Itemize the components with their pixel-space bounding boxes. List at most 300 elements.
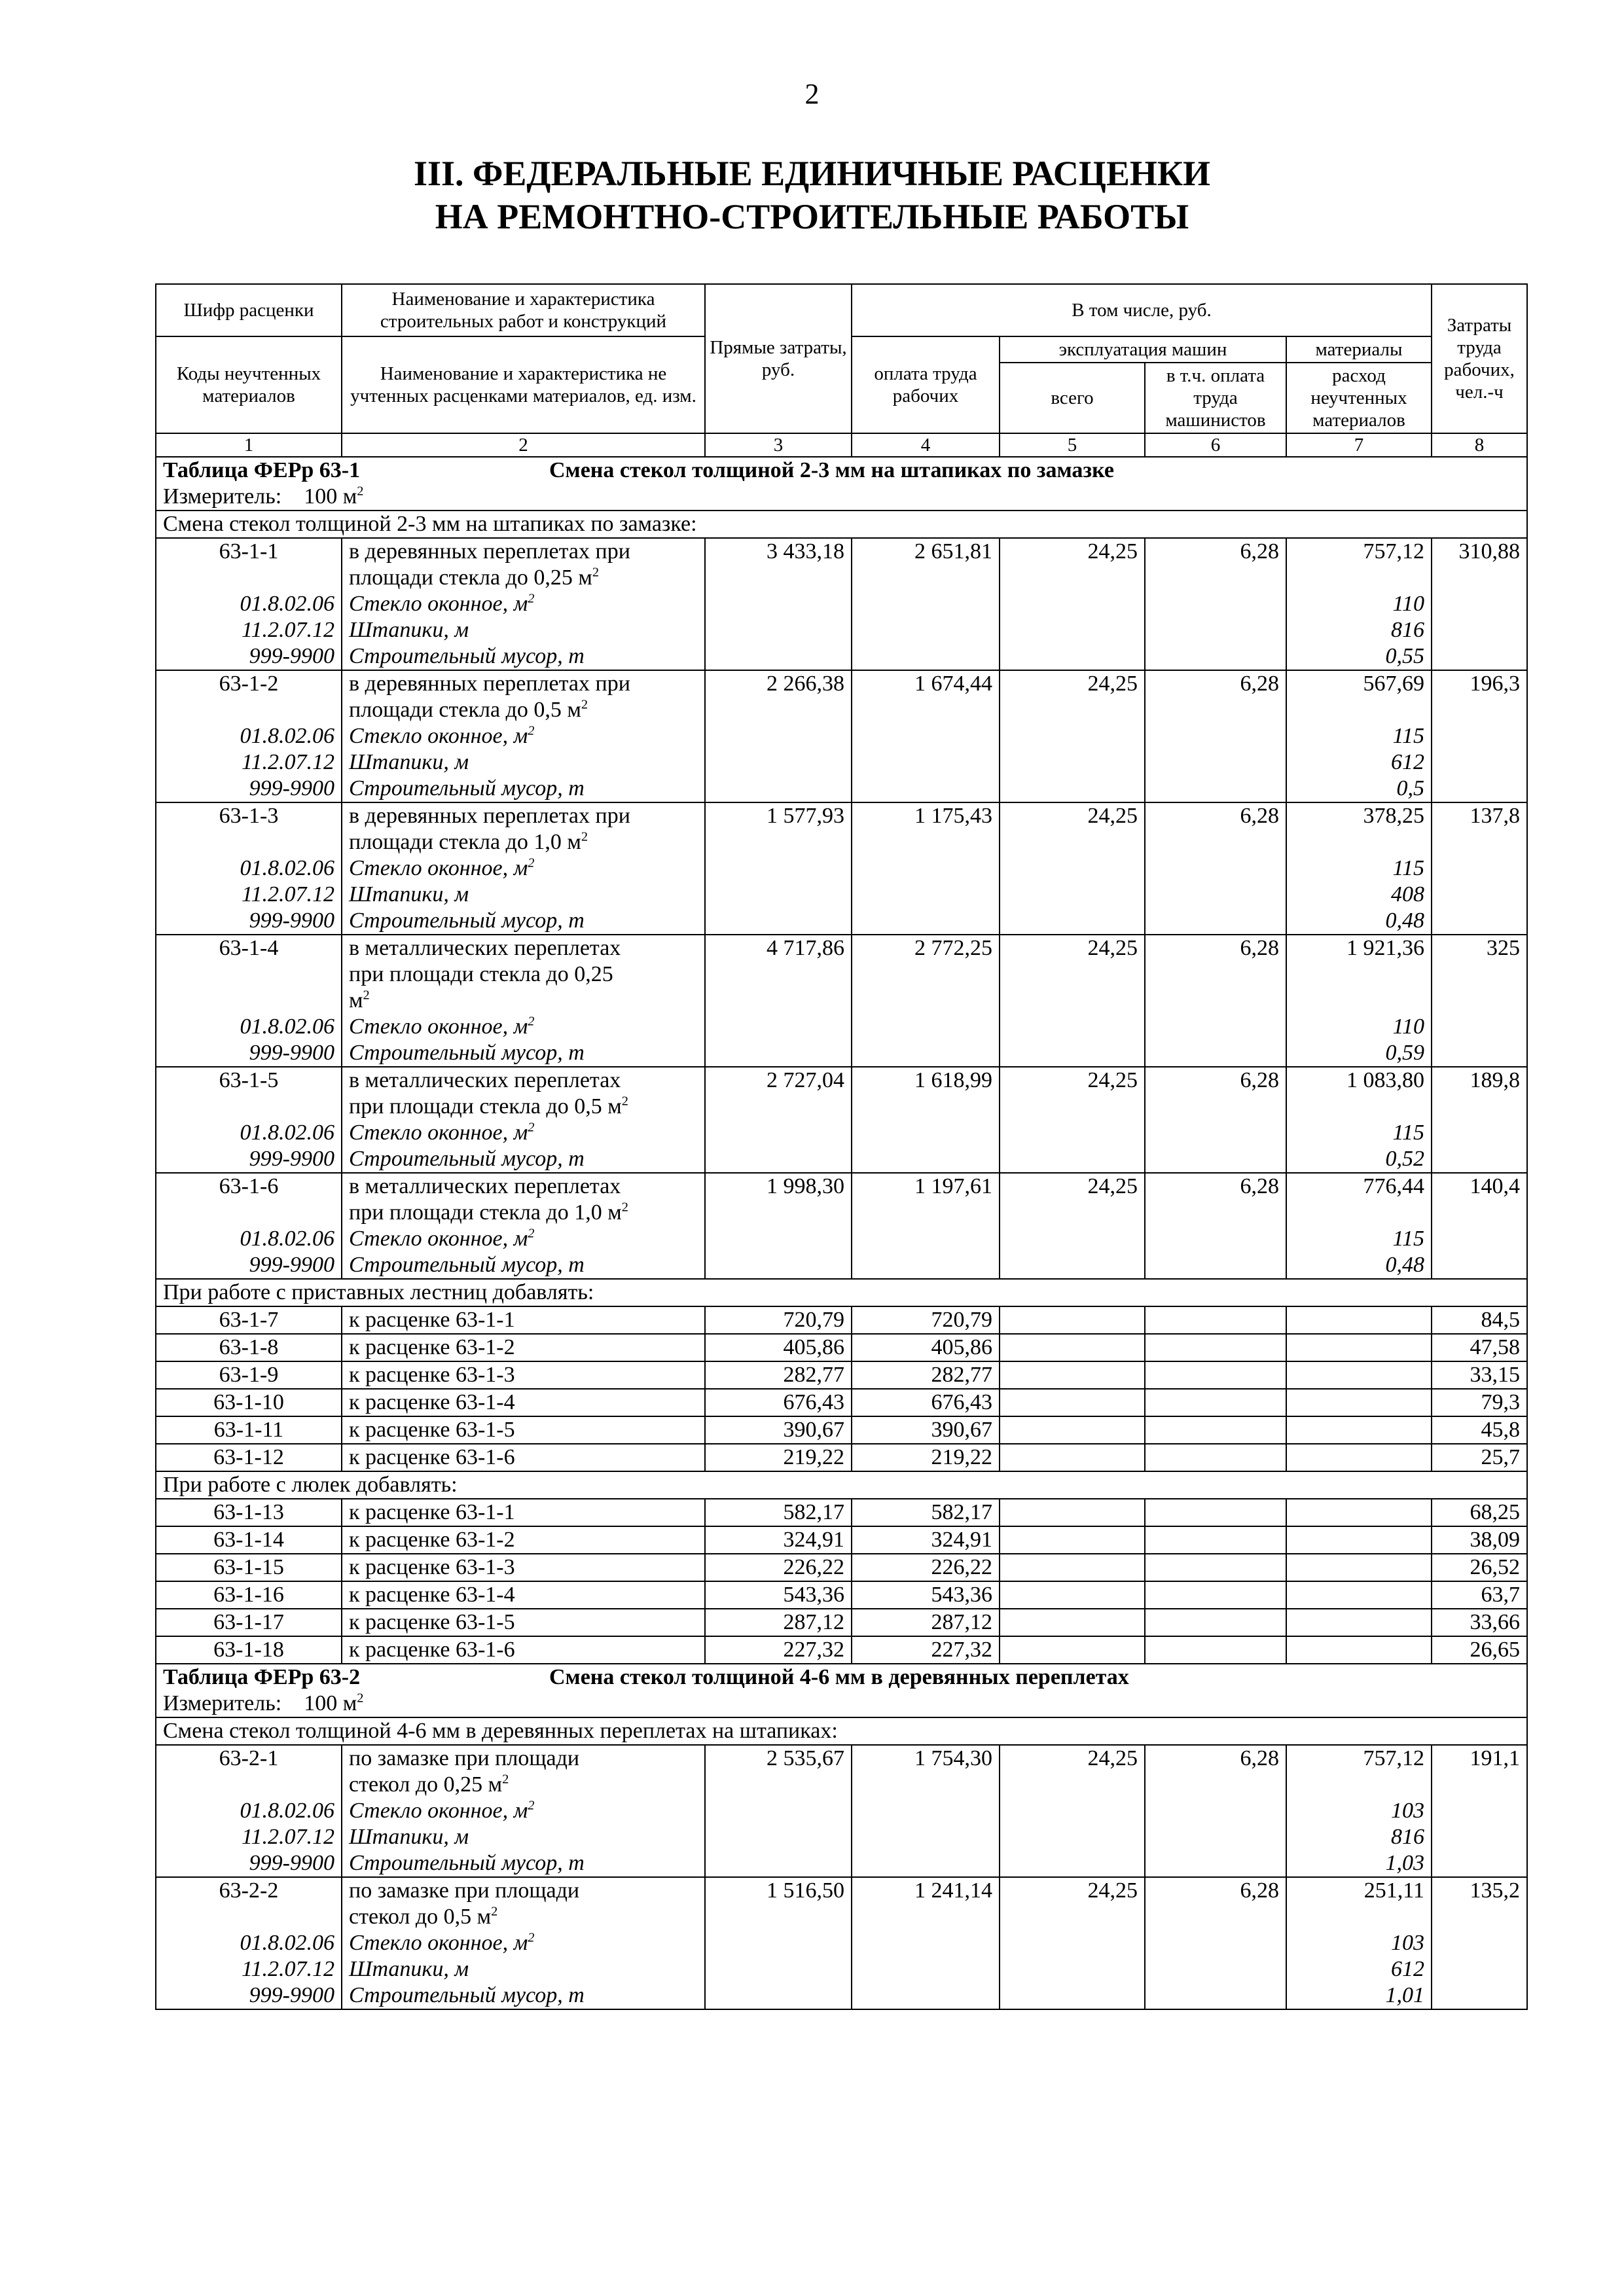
addon-row xyxy=(156,1526,1527,1554)
empty-cell xyxy=(1432,1982,1527,2009)
empty-cell xyxy=(852,617,1000,643)
direct-cost: 4 717,86 xyxy=(705,935,852,1014)
direct-cost: 543,36 xyxy=(705,1581,852,1609)
rate-code: 63-1-16 xyxy=(156,1581,342,1609)
material-name xyxy=(342,908,705,935)
rate-description: к расценке 63-1-3 xyxy=(342,1554,705,1581)
empty-cell xyxy=(1145,908,1286,935)
measure-value: 100 м xyxy=(304,1691,357,1715)
rate-description: к расценке 63-1-4 xyxy=(342,1581,705,1609)
rate-description xyxy=(342,670,705,723)
empty-cell xyxy=(1286,1609,1432,1636)
empty-cell xyxy=(1286,1499,1432,1526)
direct-cost: 1 998,30 xyxy=(705,1173,852,1226)
material-usage: 816 xyxy=(1286,1824,1432,1850)
empty-cell xyxy=(1286,1444,1432,1471)
material-name xyxy=(342,1982,705,2009)
direct-cost: 287,12 xyxy=(705,1609,852,1636)
material-code: 01.8.02.06 xyxy=(156,591,342,617)
table-header xyxy=(156,284,1527,457)
material-usage: 110 xyxy=(1286,1014,1432,1040)
worker-pay: 282,77 xyxy=(852,1361,1000,1389)
rate-description xyxy=(342,1745,705,1798)
material-usage: 110 xyxy=(1286,591,1432,617)
empty-cell xyxy=(1432,617,1527,643)
empty-cell xyxy=(1145,1120,1286,1146)
rate-code: 63-1-11 xyxy=(156,1416,342,1444)
material-usage: 1,01 xyxy=(1286,1982,1432,2009)
direct-cost: 227,32 xyxy=(705,1636,852,1664)
empty-cell xyxy=(705,1146,852,1173)
direct-cost: 219,22 xyxy=(705,1444,852,1471)
material-name xyxy=(342,591,705,617)
addon-row xyxy=(156,1609,1527,1636)
material-unit-power: 2 xyxy=(528,1226,535,1241)
empty-cell xyxy=(705,643,852,670)
addon-row xyxy=(156,1361,1527,1389)
rate-row xyxy=(156,935,1527,1014)
material-usage: 103 xyxy=(1286,1930,1432,1956)
material-name-text: Стекло оконное, м xyxy=(349,1121,528,1145)
material-usage: 408 xyxy=(1286,882,1432,908)
description-line: площади стекла до 1,0 $м^2$ xyxy=(349,829,588,854)
empty-cell xyxy=(852,1798,1000,1824)
rate-code: 63-1-2 xyxy=(156,670,342,723)
description-line: в металлических переплетах xyxy=(349,936,621,960)
description-line: в деревянных переплетах при xyxy=(349,539,630,564)
worker-pay: 219,22 xyxy=(852,1444,1000,1471)
worker-pay: 390,67 xyxy=(852,1416,1000,1444)
empty-cell xyxy=(705,855,852,882)
material-row xyxy=(156,1824,1527,1850)
worker-pay: 1 674,44 xyxy=(852,670,1000,723)
worker-pay: 287,12 xyxy=(852,1609,1000,1636)
materials-cost: 1 083,80 xyxy=(1286,1067,1432,1120)
material-name-text: Стекло оконное, м xyxy=(349,1227,528,1251)
rate-code: 63-1-15 xyxy=(156,1554,342,1581)
table-title xyxy=(156,1664,1527,1691)
direct-cost: 1 577,93 xyxy=(705,802,852,855)
material-name-text: Штапики, м xyxy=(349,750,469,774)
direct-cost: 1 516,50 xyxy=(705,1877,852,1930)
material-row xyxy=(156,908,1527,935)
labor-hours: 47,58 xyxy=(1432,1334,1527,1361)
empty-cell xyxy=(1000,1252,1145,1279)
material-name-text: Строительный мусор, т xyxy=(349,1253,585,1277)
column-number: 6 xyxy=(1145,433,1286,457)
hdr-material-usage: расход неучтенных материалов xyxy=(1286,363,1432,433)
material-name xyxy=(342,1930,705,1956)
material-name-text: Стекло оконное, м xyxy=(349,1014,528,1039)
column-numbers-row xyxy=(156,433,1527,457)
labor-hours: 33,66 xyxy=(1432,1609,1527,1636)
worker-pay: 226,22 xyxy=(852,1554,1000,1581)
section-label: Смена стекол толщиной 4-6 мм в деревянных переплетах на штапиках: xyxy=(156,1717,1527,1745)
empty-cell xyxy=(1145,1982,1286,2009)
rate-description xyxy=(342,1173,705,1226)
direct-cost: 720,79 xyxy=(705,1306,852,1334)
empty-cell xyxy=(1286,1581,1432,1609)
material-usage: 0,48 xyxy=(1286,908,1432,935)
empty-cell xyxy=(1145,1416,1286,1444)
empty-cell xyxy=(1145,1956,1286,1982)
description-line: стекол до 0,25 $м^2$ xyxy=(349,1772,509,1797)
page-number: 2 xyxy=(804,78,820,110)
material-row xyxy=(156,1982,1527,2009)
material-unit-power: 2 xyxy=(528,1014,535,1029)
rate-row xyxy=(156,1745,1527,1798)
material-code: 999-9900 xyxy=(156,1850,342,1877)
empty-cell xyxy=(1145,1146,1286,1173)
material-name-text: Штапики, м xyxy=(349,882,469,906)
material-code: 11.2.07.12 xyxy=(156,617,342,643)
material-name-text: Штапики, м xyxy=(349,1957,469,1981)
material-unit-power: 2 xyxy=(528,1930,535,1945)
empty-cell xyxy=(1432,1146,1527,1173)
machinist-pay: 6,28 xyxy=(1145,935,1286,1014)
empty-cell xyxy=(852,1850,1000,1877)
empty-cell xyxy=(1000,855,1145,882)
empty-cell xyxy=(705,882,852,908)
material-name-text: Штапики, м xyxy=(349,1825,469,1849)
empty-cell xyxy=(1145,1636,1286,1664)
empty-cell xyxy=(1000,723,1145,749)
material-usage: 612 xyxy=(1286,1956,1432,1982)
materials-cost: 1 921,36 xyxy=(1286,935,1432,1014)
empty-cell xyxy=(1432,882,1527,908)
rate-code: 63-1-18 xyxy=(156,1636,342,1664)
machines-cost: 24,25 xyxy=(1000,935,1145,1014)
rate-code: 63-1-10 xyxy=(156,1389,342,1416)
rate-description: к расценке 63-1-5 xyxy=(342,1416,705,1444)
material-name xyxy=(342,882,705,908)
material-name xyxy=(342,1040,705,1067)
description-line: в деревянных переплетах при xyxy=(349,804,630,828)
empty-cell xyxy=(1145,1389,1286,1416)
hdr-direct: Прямые затраты, руб. xyxy=(705,284,852,433)
hdr-code-bottom: Коды неучтенных материалов xyxy=(156,336,342,433)
empty-cell xyxy=(1145,776,1286,802)
material-unit-power: 2 xyxy=(528,723,535,738)
material-name-text: Стекло оконное, м xyxy=(349,724,528,748)
empty-cell xyxy=(1145,855,1286,882)
material-row xyxy=(156,1252,1527,1279)
empty-cell xyxy=(1145,1252,1286,1279)
empty-cell xyxy=(1000,1554,1145,1581)
empty-cell xyxy=(1145,1609,1286,1636)
material-code: 999-9900 xyxy=(156,1146,342,1173)
worker-pay: 1 754,30 xyxy=(852,1745,1000,1798)
material-name xyxy=(342,643,705,670)
material-row xyxy=(156,1040,1527,1067)
hdr-including: В том числе, руб. xyxy=(852,284,1432,336)
empty-cell xyxy=(1000,1636,1145,1664)
empty-cell xyxy=(1145,1850,1286,1877)
machinist-pay: 6,28 xyxy=(1145,1877,1286,1930)
hdr-name-bottom: Наименование и характеристика не учтенных расценками материалов, ед. изм. xyxy=(342,336,705,433)
rate-description: к расценке 63-1-3 xyxy=(342,1361,705,1389)
column-number: 5 xyxy=(1000,433,1145,457)
labor-hours: 135,2 xyxy=(1432,1877,1527,1930)
empty-cell xyxy=(1145,1361,1286,1389)
description-line: площади стекла до 0,25 $м^2$ xyxy=(349,565,600,590)
description-line: при площади стекла до 1,0 $м^2$ xyxy=(349,1200,628,1225)
material-code: 999-9900 xyxy=(156,1040,342,1067)
empty-cell xyxy=(1145,643,1286,670)
empty-cell xyxy=(1000,1824,1145,1850)
material-row xyxy=(156,1850,1527,1877)
empty-cell xyxy=(1145,1554,1286,1581)
material-unit-power: 2 xyxy=(528,591,535,606)
empty-cell xyxy=(1145,1499,1286,1526)
empty-cell xyxy=(1000,1930,1145,1956)
rate-description: к расценке 63-1-2 xyxy=(342,1526,705,1554)
material-row xyxy=(156,617,1527,643)
empty-cell xyxy=(1000,908,1145,935)
worker-pay: 720,79 xyxy=(852,1306,1000,1334)
empty-cell xyxy=(1432,591,1527,617)
description-line: стекол до 0,5 $м^2$ xyxy=(349,1904,498,1929)
empty-cell xyxy=(1432,1040,1527,1067)
rate-code: 63-1-12 xyxy=(156,1444,342,1471)
empty-cell xyxy=(1432,1120,1527,1146)
labor-hours: 68,25 xyxy=(1432,1499,1527,1526)
section-label: При работе с люлек добавлять: xyxy=(156,1471,1527,1499)
empty-cell xyxy=(1145,591,1286,617)
rate-description: к расценке 63-1-1 xyxy=(342,1499,705,1526)
table-code: Таблица ФЕРр 63-1 xyxy=(163,458,361,482)
labor-hours: 38,09 xyxy=(1432,1526,1527,1554)
material-row xyxy=(156,1798,1527,1824)
empty-cell xyxy=(1432,1226,1527,1252)
material-usage: 1,03 xyxy=(1286,1850,1432,1877)
empty-cell xyxy=(1145,723,1286,749)
empty-cell xyxy=(1286,1636,1432,1664)
heading-line-1: III. ФЕДЕРАЛЬНЫЕ ЕДИНИЧНЫЕ РАСЦЕНКИ xyxy=(413,154,1211,193)
table-body xyxy=(156,457,1527,2009)
direct-cost: 390,67 xyxy=(705,1416,852,1444)
empty-cell xyxy=(705,1120,852,1146)
empty-cell xyxy=(1000,1361,1145,1389)
rate-code: 63-2-2 xyxy=(156,1877,342,1930)
machines-cost: 24,25 xyxy=(1000,1173,1145,1226)
material-code: 01.8.02.06 xyxy=(156,1014,342,1040)
hdr-materials: материалы xyxy=(1286,336,1432,363)
material-name xyxy=(342,1226,705,1252)
worker-pay: 405,86 xyxy=(852,1334,1000,1361)
machinist-pay: 6,28 xyxy=(1145,538,1286,591)
empty-cell xyxy=(1000,1609,1145,1636)
description-line: в металлических переплетах xyxy=(349,1174,621,1198)
direct-cost: 3 433,18 xyxy=(705,538,852,591)
empty-cell xyxy=(1000,882,1145,908)
measure-label: Измеритель: xyxy=(163,484,282,509)
rate-code: 63-1-1 xyxy=(156,538,342,591)
machines-cost: 24,25 xyxy=(1000,1877,1145,1930)
material-row xyxy=(156,1930,1527,1956)
machinist-pay: 6,28 xyxy=(1145,802,1286,855)
material-name-text: Строительный мусор, т xyxy=(349,644,585,668)
empty-cell xyxy=(1000,643,1145,670)
rate-row xyxy=(156,670,1527,723)
material-code: 11.2.07.12 xyxy=(156,882,342,908)
description-line: по замазке при площади xyxy=(349,1746,580,1770)
direct-cost: 226,22 xyxy=(705,1554,852,1581)
empty-cell xyxy=(705,617,852,643)
hdr-labor-hours: Затраты труда рабочих, чел.-ч xyxy=(1432,284,1527,433)
material-usage: 0,48 xyxy=(1286,1252,1432,1279)
labor-hours: 325 xyxy=(1432,935,1527,1014)
material-code: 11.2.07.12 xyxy=(156,749,342,776)
material-name xyxy=(342,1798,705,1824)
column-number: 7 xyxy=(1286,433,1432,457)
empty-cell xyxy=(705,1956,852,1982)
empty-cell xyxy=(1145,1444,1286,1471)
labor-hours: 25,7 xyxy=(1432,1444,1527,1471)
material-row xyxy=(156,591,1527,617)
material-row xyxy=(156,1014,1527,1040)
empty-cell xyxy=(1000,1389,1145,1416)
empty-cell xyxy=(1432,749,1527,776)
measure-unit-power: 2 xyxy=(357,484,364,499)
table-title-text: Смена стекол толщиной 4-6 мм в деревянных переплетах xyxy=(549,1665,1129,1689)
addon-row xyxy=(156,1416,1527,1444)
material-row xyxy=(156,1226,1527,1252)
worker-pay: 227,32 xyxy=(852,1636,1000,1664)
empty-cell xyxy=(852,749,1000,776)
empty-cell xyxy=(1286,1389,1432,1416)
worker-pay: 582,17 xyxy=(852,1499,1000,1526)
material-name-text: Строительный мусор, т xyxy=(349,1983,585,2007)
rate-code: 63-1-8 xyxy=(156,1334,342,1361)
material-name-text: Стекло оконное, м xyxy=(349,1931,528,1955)
empty-cell xyxy=(1145,1526,1286,1554)
worker-pay: 1 197,61 xyxy=(852,1173,1000,1226)
empty-cell xyxy=(1000,1982,1145,2009)
table-measure xyxy=(156,484,1527,511)
material-name xyxy=(342,723,705,749)
machines-cost: 24,25 xyxy=(1000,1067,1145,1120)
labor-hours: 63,7 xyxy=(1432,1581,1527,1609)
rate-row xyxy=(156,538,1527,591)
machinist-pay: 6,28 xyxy=(1145,1067,1286,1120)
material-code: 999-9900 xyxy=(156,776,342,802)
table-title-row xyxy=(156,1664,1527,1691)
empty-cell xyxy=(1286,1361,1432,1389)
material-code: 01.8.02.06 xyxy=(156,1120,342,1146)
description-line: площади стекла до 0,5 $м^2$ xyxy=(349,697,588,722)
page-heading xyxy=(0,152,1624,238)
materials-cost: 757,12 xyxy=(1286,1745,1432,1798)
material-code: 999-9900 xyxy=(156,908,342,935)
empty-cell xyxy=(852,1014,1000,1040)
empty-cell xyxy=(1000,1416,1145,1444)
empty-cell xyxy=(1432,1798,1527,1824)
material-row xyxy=(156,1120,1527,1146)
table-measure xyxy=(156,1691,1527,1717)
material-usage: 612 xyxy=(1286,749,1432,776)
material-name-text: Стекло оконное, м xyxy=(349,592,528,616)
empty-cell xyxy=(705,908,852,935)
machinist-pay: 6,28 xyxy=(1145,1745,1286,1798)
material-name xyxy=(342,855,705,882)
material-code: 11.2.07.12 xyxy=(156,1824,342,1850)
description-line: $м^2$ xyxy=(349,988,370,1013)
material-code: 999-9900 xyxy=(156,1252,342,1279)
material-code: 01.8.02.06 xyxy=(156,1226,342,1252)
empty-cell xyxy=(1432,1956,1527,1982)
table-title xyxy=(156,457,1527,484)
material-name-text: Штапики, м xyxy=(349,618,469,642)
labor-hours: 140,4 xyxy=(1432,1173,1527,1226)
machines-cost: 24,25 xyxy=(1000,1745,1145,1798)
worker-pay: 2 772,25 xyxy=(852,935,1000,1014)
material-code: 01.8.02.06 xyxy=(156,1930,342,1956)
material-row xyxy=(156,749,1527,776)
rate-row xyxy=(156,1067,1527,1120)
material-name-text: Строительный мусор, т xyxy=(349,776,585,800)
empty-cell xyxy=(1000,1014,1145,1040)
empty-cell xyxy=(1000,591,1145,617)
empty-cell xyxy=(852,908,1000,935)
empty-cell xyxy=(852,1982,1000,2009)
empty-cell xyxy=(1000,1146,1145,1173)
empty-cell xyxy=(852,1930,1000,1956)
rate-row xyxy=(156,802,1527,855)
direct-cost: 582,17 xyxy=(705,1499,852,1526)
empty-cell xyxy=(852,1146,1000,1173)
materials-cost: 251,11 xyxy=(1286,1877,1432,1930)
material-name-text: Строительный мусор, т xyxy=(349,1851,585,1875)
hdr-name-top: Наименование и характеристика строительных работ и конструкций xyxy=(342,284,705,336)
heading-line-2: НА РЕМОНТНО-СТРОИТЕЛЬНЫЕ РАБОТЫ xyxy=(435,197,1189,236)
material-unit-power: 2 xyxy=(528,1120,535,1135)
table-title-text: Смена стекол толщиной 2-3 мм на штапиках по замазке xyxy=(549,458,1114,482)
measure-unit-power: 2 xyxy=(357,1691,364,1706)
empty-cell xyxy=(1145,1930,1286,1956)
hdr-worker-pay: оплата труда рабочих xyxy=(852,336,1000,433)
empty-cell xyxy=(1000,1226,1145,1252)
empty-cell xyxy=(1145,1014,1286,1040)
column-number: 2 xyxy=(342,433,705,457)
direct-cost: 2 727,04 xyxy=(705,1067,852,1120)
empty-cell xyxy=(852,1824,1000,1850)
empty-cell xyxy=(705,1930,852,1956)
material-name-text: Строительный мусор, т xyxy=(349,1041,585,1065)
addon-row xyxy=(156,1334,1527,1361)
direct-cost: 282,77 xyxy=(705,1361,852,1389)
empty-cell xyxy=(705,749,852,776)
empty-cell xyxy=(1000,1444,1145,1471)
materials-cost: 567,69 xyxy=(1286,670,1432,723)
rate-description xyxy=(342,1067,705,1120)
empty-cell xyxy=(1145,1040,1286,1067)
labor-hours: 196,3 xyxy=(1432,670,1527,723)
material-usage: 115 xyxy=(1286,723,1432,749)
material-name xyxy=(342,1252,705,1279)
empty-cell xyxy=(705,1824,852,1850)
addon-row xyxy=(156,1554,1527,1581)
rate-description: к расценке 63-1-5 xyxy=(342,1609,705,1636)
material-name xyxy=(342,776,705,802)
rate-description: к расценке 63-1-1 xyxy=(342,1306,705,1334)
column-number: 1 xyxy=(156,433,342,457)
rate-description: к расценке 63-1-4 xyxy=(342,1389,705,1416)
material-row xyxy=(156,1956,1527,1982)
material-row xyxy=(156,723,1527,749)
material-usage: 0,59 xyxy=(1286,1040,1432,1067)
table-title-row xyxy=(156,457,1527,484)
